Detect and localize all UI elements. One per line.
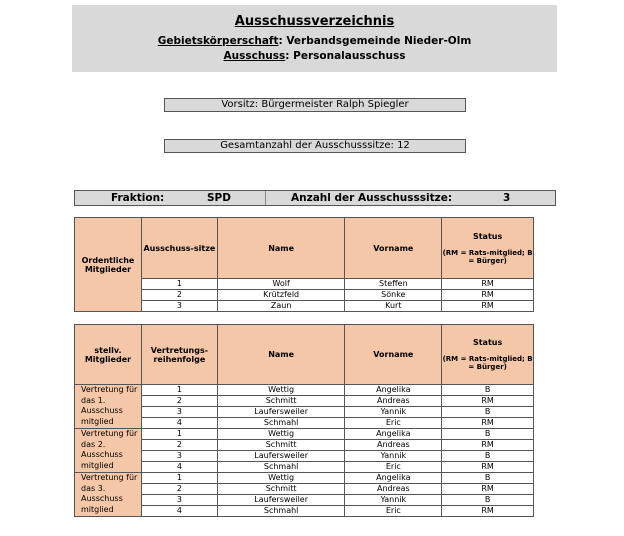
cell-nr: 3 [141, 407, 217, 418]
cell-name: Wettig [217, 473, 345, 484]
cell-status: RM [442, 279, 534, 290]
cell-status: B [442, 407, 534, 418]
gebiet-label: Gebietskörperschaft [157, 35, 279, 47]
cell-name: Wolf [217, 279, 345, 290]
group-label: Vertretung für das 2. Ausschuss mitglied [75, 429, 142, 473]
fraktion-sitze-value: 3 [503, 192, 511, 204]
cell-vorname: Andreas [345, 484, 442, 495]
table-row [75, 407, 534, 418]
col-status-sub: (RM = Rats-mitglied; B = Bürger) [442, 248, 533, 265]
cell-status: RM [442, 440, 534, 451]
fraktion-label: Fraktion: [111, 192, 165, 204]
page-title: Ausschussverzeichnis [234, 14, 395, 29]
stellv-table [74, 324, 534, 517]
cell-vorname: Eric [345, 462, 442, 473]
cell-status: RM [442, 301, 534, 312]
col-status [442, 218, 534, 279]
cell-name: Schmahl [217, 462, 345, 473]
cell-vorname: Andreas [345, 440, 442, 451]
ordentliche-label: Ordentliche Mitglieder [75, 218, 142, 312]
cell-nr: 1 [141, 385, 217, 396]
cell-status: RM [442, 462, 534, 473]
group-label: Vertretung für das 1. Ausschuss mitglied [75, 385, 142, 429]
table-row [75, 418, 534, 429]
group-label: Vertretung für das 3. Ausschuss mitglied [75, 473, 142, 517]
cell-name: Schmahl [217, 506, 345, 517]
cell-vorname: Eric [345, 418, 442, 429]
cell-name: Laufersweiler [217, 495, 345, 506]
cell-status: RM [442, 506, 534, 517]
table-row [75, 290, 534, 301]
cell-vorname: Yannik [345, 407, 442, 418]
cell-nr: 2 [141, 440, 217, 451]
gebiet-line [72, 35, 557, 47]
col-vorname: Vorname [345, 325, 442, 385]
cell-status: B [442, 473, 534, 484]
cell-status: B [442, 451, 534, 462]
table-row [75, 279, 534, 290]
fraktion-name: SPD [207, 192, 231, 204]
col-status [442, 325, 534, 385]
cell-nr: 3 [141, 495, 217, 506]
stellv-label: stellv. Mitglieder [75, 325, 142, 385]
col-vorname: Vorname [345, 218, 442, 279]
cell-nr: 1 [141, 429, 217, 440]
cell-name: Schmahl [217, 418, 345, 429]
table-row [75, 506, 534, 517]
col-folge: Vertretungs-reihenfolge [141, 325, 217, 385]
cell-status: RM [442, 396, 534, 407]
cell-name: Wettig [217, 385, 345, 396]
cell-name: Laufersweiler [217, 407, 345, 418]
cell-name: Schmitt [217, 396, 345, 407]
cell-name: Zaun [217, 301, 345, 312]
vorsitz-box: Vorsitz: Bürgermeister Ralph Spiegler [164, 98, 466, 112]
fraktion-sitze-label: Anzahl der Ausschusssitze: [291, 192, 453, 204]
ordentliche-table [74, 217, 534, 312]
cell-nr: 1 [141, 279, 217, 290]
table-row [75, 429, 534, 440]
cell-status: B [442, 385, 534, 396]
gesamt-box: Gesamtanzahl der Ausschusssitze: 12 [164, 139, 466, 153]
cell-nr: 4 [141, 462, 217, 473]
fraktion-divider [265, 191, 266, 205]
cell-vorname: Yannik [345, 451, 442, 462]
cell-nr: 2 [141, 484, 217, 495]
col-name: Name [217, 325, 345, 385]
table-row [75, 462, 534, 473]
table-row [75, 473, 534, 484]
table-row [75, 451, 534, 462]
col-status-label: Status [472, 231, 503, 241]
cell-vorname: Angelika [345, 473, 442, 484]
cell-name: Schmitt [217, 440, 345, 451]
cell-status: B [442, 495, 534, 506]
cell-vorname: Kurt [345, 301, 442, 312]
cell-vorname: Andreas [345, 396, 442, 407]
table-row [75, 440, 534, 451]
col-status-sub: (RM = Rats-mitglied; B = Bürger) [442, 355, 533, 371]
cell-vorname: Eric [345, 506, 442, 517]
cell-name: Wettig [217, 429, 345, 440]
cell-nr: 2 [141, 396, 217, 407]
cell-name: Krützfeld [217, 290, 345, 301]
gebiet-value: : Verbandsgemeinde Nieder-Olm [278, 35, 472, 47]
cell-vorname: Angelika [345, 429, 442, 440]
cell-nr: 4 [141, 506, 217, 517]
ausschuss-value: : Personalausschuss [285, 50, 406, 62]
cell-nr: 2 [141, 290, 217, 301]
col-status-label: Status [472, 338, 503, 347]
table-row [75, 484, 534, 495]
ausschuss-line [72, 50, 557, 62]
table-row [75, 301, 534, 312]
cell-status: RM [442, 484, 534, 495]
cell-vorname: Angelika [345, 385, 442, 396]
cell-vorname: Yannik [345, 495, 442, 506]
cell-vorname: Sönke [345, 290, 442, 301]
cell-status: RM [442, 290, 534, 301]
ausschuss-label: Ausschuss [223, 50, 286, 62]
col-name: Name [217, 218, 345, 279]
cell-nr: 3 [141, 301, 217, 312]
cell-nr: 1 [141, 473, 217, 484]
table-row [75, 495, 534, 506]
table-row [75, 385, 534, 396]
cell-name: Schmitt [217, 484, 345, 495]
document-header [72, 5, 557, 72]
cell-status: B [442, 429, 534, 440]
col-sitze: Ausschuss-sitze [141, 218, 217, 279]
cell-nr: 3 [141, 451, 217, 462]
cell-name: Laufersweiler [217, 451, 345, 462]
table-row [75, 396, 534, 407]
cell-status: RM [442, 418, 534, 429]
cell-nr: 4 [141, 418, 217, 429]
cell-vorname: Steffen [345, 279, 442, 290]
fraktion-bar [74, 190, 556, 206]
